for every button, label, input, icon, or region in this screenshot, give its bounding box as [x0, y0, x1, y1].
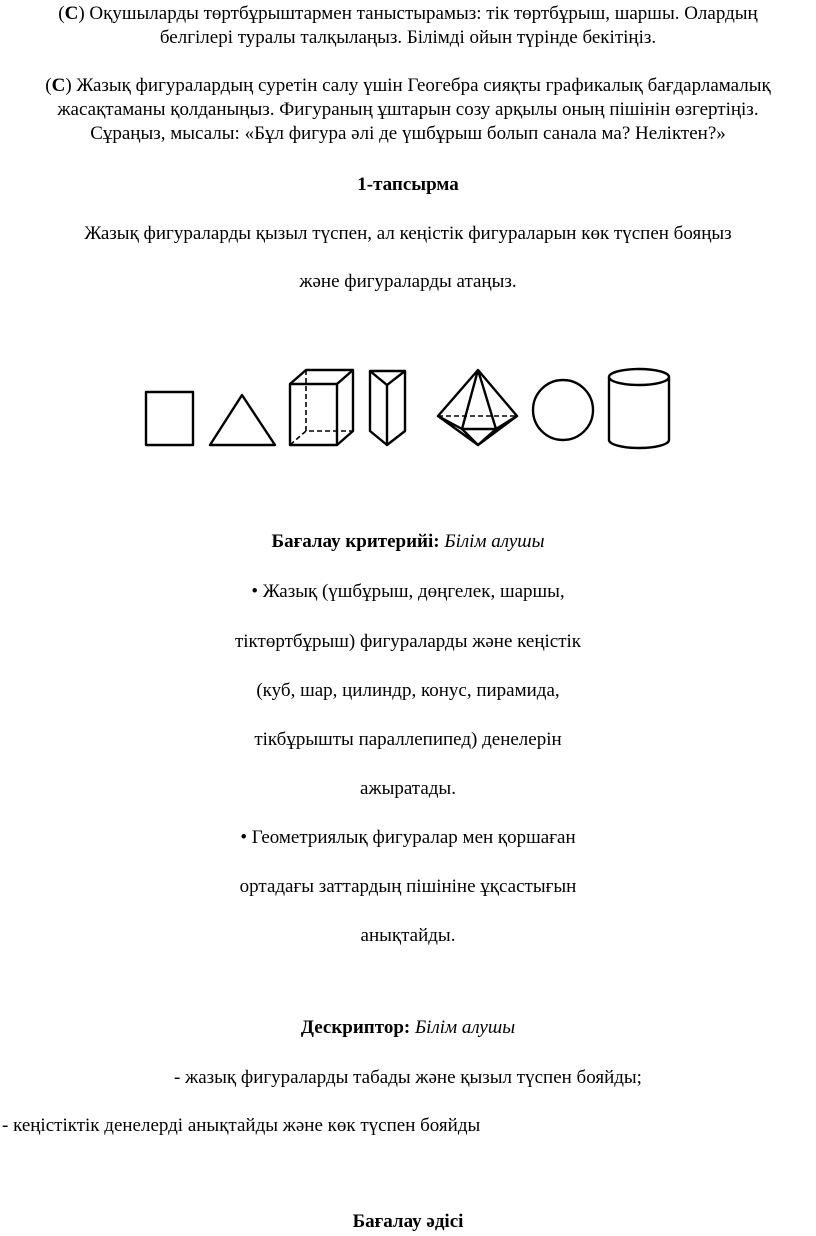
- intro-paragraph-2-line-2: жасақтаманы қолданыңыз. Фигураның ұштарын созу арқылы оның пішінін өзгертіңіз.: [57, 99, 759, 120]
- bullet-icon: •: [240, 827, 248, 848]
- criteria-item-1-line-3: (куб, шар, цилиндр, конус, пирамида,: [256, 680, 560, 701]
- intro-paragraph-2-line-1: (С) Жазық фигуралардың суретін салу үшін Геогебра сияқты графикалық бағдарламалық: [45, 75, 771, 96]
- criteria-item-1-line-4: тікбұрышты параллепипед) денелерін: [254, 729, 562, 750]
- intro-paragraph-2-line-3: Сұраңыз, мысалы: «Бұл фигура әлі де үшбұрыш болып санала ма? Неліктен?»: [90, 123, 726, 144]
- descriptor-heading: Дескриптор: Білім алушы: [300, 1017, 516, 1038]
- task-heading: 1-тапсырма: [357, 174, 459, 195]
- criteria-item-2-line-2: ортадағы заттардың пішініне ұқсастығын: [239, 876, 577, 897]
- descriptor-line-2: - кеңістіктік денелерді анықтайды және көк түспен бояйды: [2, 1115, 481, 1136]
- circle-shape: [533, 380, 593, 440]
- criteria-item-1-line-5: ажыратады.: [360, 778, 456, 799]
- intro-paragraph-1-line-2: белгілері туралы талқылаңыз. Білімді ойын түрінде бекітіңіз.: [159, 27, 657, 48]
- criteria-heading: Бағалау критерийі: Білім алушы: [271, 531, 545, 552]
- intro-marker: С: [64, 3, 79, 24]
- criteria-item-2-line-1: • Геометриялық фигуралар мен қоршаған: [240, 827, 576, 848]
- cylinder-shape: [609, 369, 669, 448]
- intro-marker: С: [51, 75, 66, 96]
- criteria-item-1-line-2: тіктөртбұрыш) фигураларды және кеңістік: [234, 631, 582, 652]
- criteria-item-1-line-1: • Жазық (үшбұрыш, дөңгелек, шаршы,: [251, 581, 565, 602]
- triangle-shape: [210, 395, 275, 445]
- intro-paragraph-1-line-1: (С) Оқушыларды төртбұрыштармен таныстырамыз: тік төртбұрыш, шаршы. Олардың: [58, 3, 758, 24]
- square-shape: [146, 392, 193, 445]
- criteria-item-2-line-3: анықтайды.: [360, 925, 456, 946]
- task-instruction-line-2: және фигураларды атаңыз.: [299, 271, 517, 292]
- cube-shape: [290, 370, 353, 445]
- bullet-icon: •: [251, 581, 258, 602]
- triangular-prism-shape: [370, 371, 405, 445]
- octahedron-shape: [438, 370, 517, 445]
- geometric-shapes-illustration: [140, 365, 675, 455]
- method-heading: Бағалау әдісі: [352, 1211, 464, 1232]
- descriptor-line-1: - жазық фигураларды табады және қызыл түспен бояйды;: [174, 1067, 642, 1088]
- task-instruction-line-1: Жазық фигураларды қызыл түспен, ал кеңістік фигураларын көк түспен бояңыз: [84, 223, 732, 244]
